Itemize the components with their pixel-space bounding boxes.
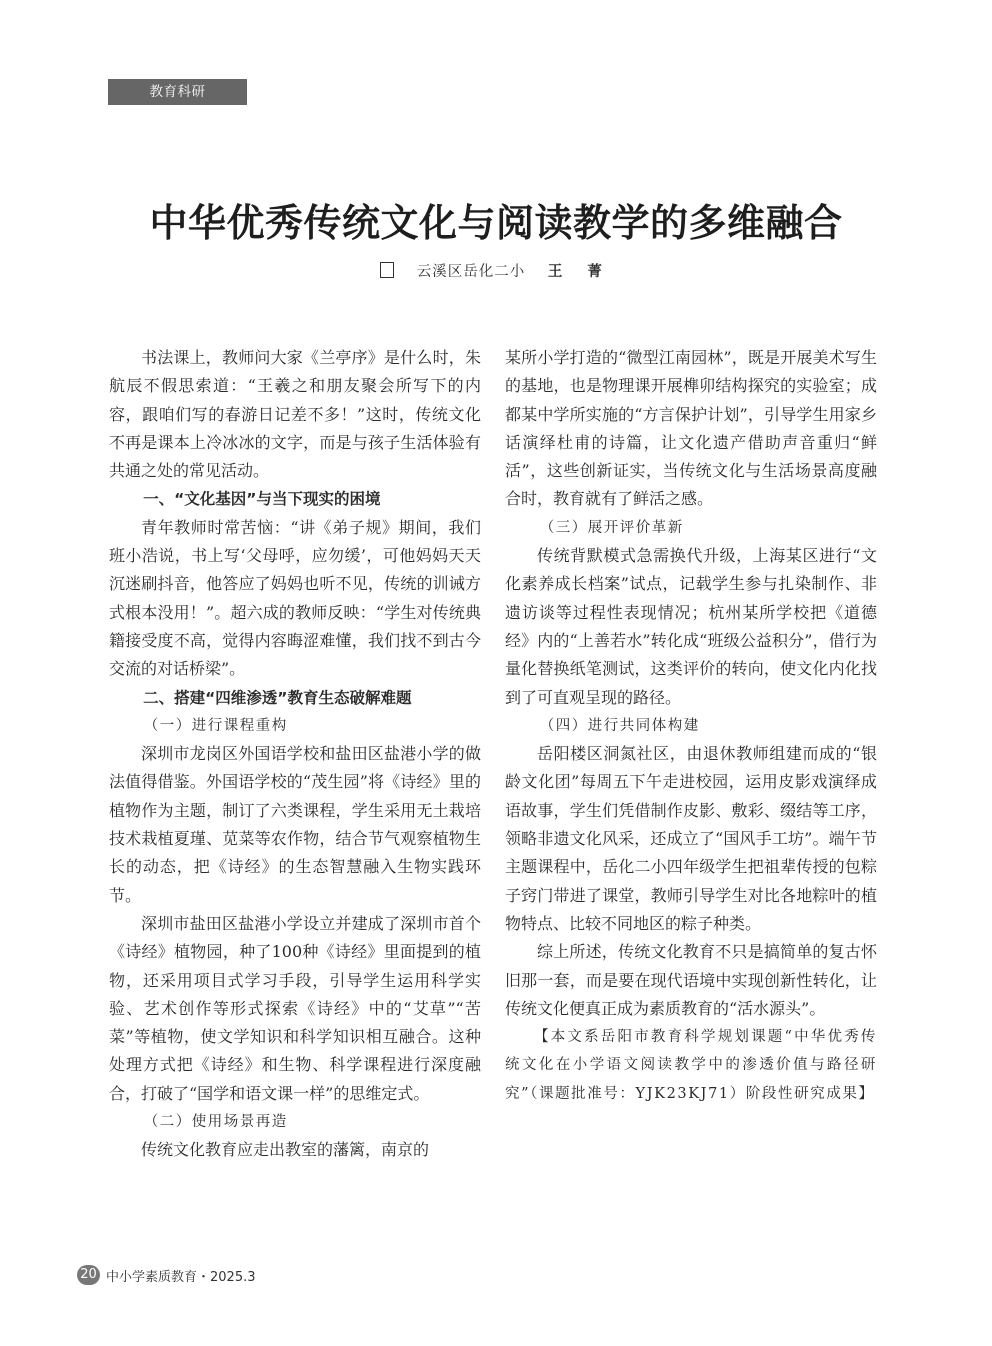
page-footer	[77, 1265, 256, 1285]
subheading-4: （四）进行共同体构建	[539, 717, 700, 734]
conclusion-paragraph: 综上所述，传统文化教育不只是搞简单的复古怀旧那一套，而是要在现代语境中实现创新性转化，让传统文化便真正成为素质教育的“活水源头”。	[505, 942, 877, 1018]
intro-paragraph: 书法课上，教师问大家《兰亭序》是什么时，朱航辰不假思索道：“王羲之和朋友聚会所写下的内容，跟咱们写的春游日记差不多！”这时，传统文化不再是课本上冷冰冰的文字，而是与孩子生活体验有共通之处的常见活动。	[109, 348, 481, 481]
section-heading-1: 一、“文化基因”与当下现实的困境	[143, 490, 381, 509]
paragraph: 岳阳楼区洞氮社区，由退休教师组建而成的“银龄文化团”每周五下午走进校园，运用皮影戏演绎成语故事，学生们凭借制作皮影、敷彩、缀结等工序，领略非遗文化风采，还成立了“国风手工坊”。端午节主题课程中，岳化二小四年级学生把祖辈传授的包粽子窍门带进了课堂，教师引导学生对比各地粽叶的植物特点、比较不同地区的粽子种类。	[505, 744, 877, 933]
journal-name: 中小学素质教育・2025.3	[106, 1269, 256, 1285]
paragraph: 深圳市盐田区盐港小学设立并建成了深圳市首个《诗经》植物园，种了100种《诗经》里面提到的植物，还采用项目式学习手段，引导学生运用科学实验、艺术创作等形式探索《诗经》中的“艾草”“苦菜”等植物，使文学知识和科学知识相互融合。这种处理方式把《诗经》和生物、科学课程进行深度融合，打破了“国学和语文课一样”的思维定式。	[109, 913, 481, 1103]
paragraph: 传统文化教育应走出教室的藩篱，南京的	[141, 1140, 430, 1160]
section-tag: 教育科研	[108, 79, 247, 105]
author-name: 王 菁	[547, 263, 612, 280]
section-heading-2: 二、搭建“四维渗透”教育生态破解难题	[143, 688, 412, 707]
paragraph: 传统背默模式急需换代升级，上海某区进行“文化素养成长档案”试点，记载学生参与扎染制作、非遗访谈等过程性表现情况；杭州某所学校把《道德经》内的“上善若水”转化成“班级公益积分”，借行为量化替换纸笔测试，这类评价的转向，使文化内化找到了可直观呈现的路径。	[505, 546, 877, 707]
subheading-2: （二）使用场景再造	[143, 1114, 288, 1131]
paragraph: 深圳市龙岗区外国语学校和盐田区盐港小学的做法值得借鉴。外国语学校的“茂生园”将《诗经》里的植物作为主题，制订了六类课程，学生采用无土栽培技术栽植夏瑾、苋菜等农作物，结合节气观察植物生长的动态，把《诗经》的生态智慧融入生物实践环节。	[109, 744, 481, 905]
square-icon	[380, 262, 394, 278]
paragraph-continued: 某所小学打造的“微型江南园林”，既是开展美术写生的基地，也是物理课开展榫卯结构探究的实验室；成都某中学所实施的“方言保护计划”，引导学生用家乡话演绎杜甫的诗篇，让文化遗产借助声音重归“鲜活”，这些创新证实，当传统文化与生活场景高度融合时，教育就有了鲜活之感。	[505, 348, 877, 509]
subheading-3: （三）展开评价革新	[539, 519, 684, 536]
right-column	[505, 344, 877, 1108]
left-column	[109, 344, 481, 1165]
article-title: 中华优秀传统文化与阅读教学的多维融合	[149, 201, 843, 245]
paragraph: 青年教师时常苦恼：“讲《弟子规》期间，我们班小浩说，书上写‘父母呼，应勿缓’，可他妈妈天天沉迷刷抖音，他答应了妈妈也听不见，传统的训诫方式根本没用！”。超六成的教师反映：“学生对传统典籍接受度不高，觉得内容晦涩难懂，我们找不到古今交流的对话桥梁”。	[109, 517, 481, 679]
subheading-1: （一）进行课程重构	[143, 717, 288, 734]
page-number: 20	[77, 1265, 100, 1285]
byline	[0, 260, 992, 281]
author-organization: 云溪区岳化二小	[416, 264, 526, 280]
funding-note: 【本文系岳阳市教育科学规划课题“中华优秀传统文化在小学语文阅读教学中的渗透价值与路径研究”（课题批准号：YJK23KJ71）阶段性研究成果】	[505, 1029, 877, 1102]
